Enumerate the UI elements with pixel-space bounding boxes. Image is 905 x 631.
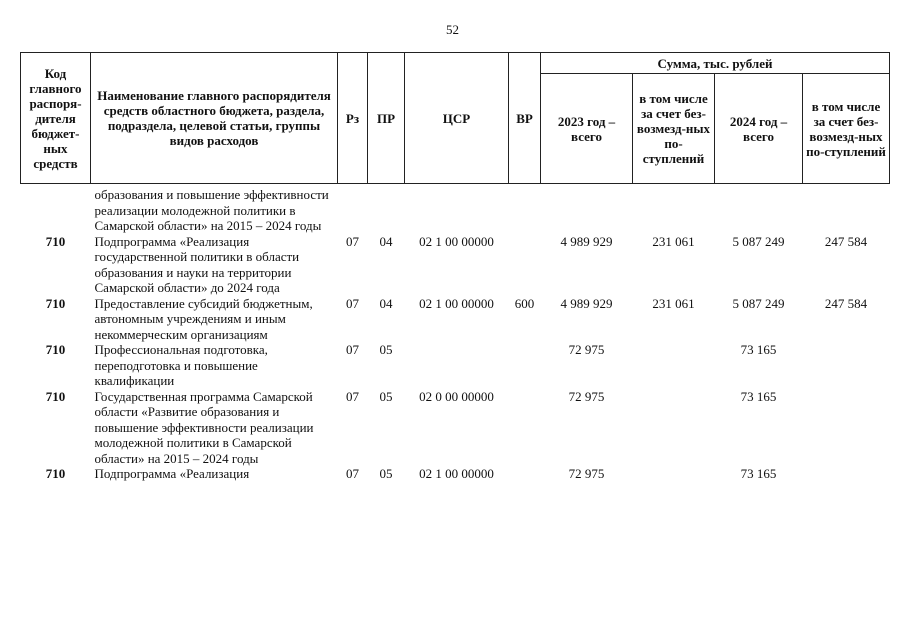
table-row — [21, 296, 890, 343]
row-total-2023: 4 989 929 — [560, 295, 613, 311]
row-free-2023: 231 061 — [652, 295, 695, 311]
row-csr: 02 1 00 00000 — [419, 466, 494, 481]
row-csr — [405, 342, 509, 389]
row-vr — [509, 342, 541, 389]
row-vr — [509, 389, 541, 467]
row-name: Подпрограмма «Реализация государственной политики в области образования и науки на территории Самарской области» до 2024 года — [94, 233, 300, 295]
row-csr: 02 1 00 00000 — [419, 233, 494, 249]
row-pr — [368, 184, 405, 234]
row-vr — [509, 466, 541, 482]
header-vr: ВР — [509, 53, 541, 184]
table-row — [21, 184, 890, 234]
row-name: Предоставление субсидий бюджетным, автономным учреждениям и иным некоммерческим организациям — [94, 295, 313, 342]
row-code: 710 — [45, 342, 66, 357]
page-number: 52 — [446, 22, 459, 37]
row-rz: 07 — [346, 388, 359, 404]
row-total-2024: 73 165 — [740, 342, 777, 357]
row-name: Подпрограмма «Реализация — [94, 466, 250, 481]
row-code — [21, 184, 91, 234]
row-code: 710 — [45, 466, 66, 481]
row-total-2024: 5 087 249 — [732, 233, 785, 249]
row-free-2024: 247 584 — [824, 233, 868, 249]
table-row — [21, 342, 890, 389]
budget-table — [20, 52, 890, 482]
row-pr: 05 — [379, 466, 393, 481]
row-free-2024: 247 584 — [824, 295, 868, 311]
table-row — [21, 466, 890, 482]
row-free-2023 — [633, 184, 715, 234]
row-total-2023: 72 975 — [568, 342, 605, 357]
row-total-2023: 4 989 929 — [560, 233, 613, 249]
row-free-2023 — [633, 342, 715, 389]
header-name: Наименование главного распорядителя средств областного бюджета, раздела, подраздела, целевой статьи, группы видов расходов — [91, 53, 338, 184]
row-vr — [509, 184, 541, 234]
row-total-2023 — [541, 184, 633, 234]
row-total-2023: 72 975 — [568, 466, 605, 481]
row-code: 710 — [45, 295, 66, 311]
row-csr: 02 0 00 00000 — [419, 388, 494, 404]
row-code: 710 — [45, 233, 66, 249]
table-body — [21, 184, 890, 482]
row-total-2024: 5 087 249 — [732, 295, 785, 311]
row-name: образования и повышение эффективности реализации молодежной политики в Самарской области» на 2015 – 2024 годы — [94, 187, 329, 233]
row-free-2024 — [803, 184, 890, 234]
header-sum-group: Сумма, тыс. рублей — [541, 53, 890, 74]
header-total-2024: 2024 год – всего — [715, 74, 803, 184]
row-total-2024: 73 165 — [740, 388, 777, 404]
header-free-2023: в том числе за счет без-возмезд-ных по-ступлений — [633, 74, 715, 184]
row-total-2024 — [715, 184, 803, 234]
row-rz: 07 — [346, 233, 359, 249]
header-total-2023: 2023 год – всего — [541, 74, 633, 184]
row-rz: 07 — [346, 295, 359, 311]
header-pr: ПР — [368, 53, 405, 184]
table-row — [21, 234, 890, 296]
row-pr: 04 — [379, 233, 393, 249]
row-code: 710 — [45, 388, 66, 404]
row-free-2024 — [803, 466, 890, 482]
header-code: Код главного распоря-дителя бюджет-ных средств — [21, 53, 91, 184]
table-header — [21, 53, 890, 184]
row-vr: 600 — [514, 295, 535, 311]
row-total-2024: 73 165 — [740, 466, 777, 481]
row-free-2023: 231 061 — [652, 233, 695, 249]
row-free-2024 — [803, 389, 890, 467]
row-name: Профессиональная подготовка, переподготовка и повышение квалификации — [94, 342, 268, 388]
header-rz: Рз — [338, 53, 368, 184]
row-rz: 07 — [346, 466, 359, 481]
table-row — [21, 389, 890, 467]
row-rz: 07 — [346, 342, 359, 357]
row-free-2024 — [803, 342, 890, 389]
row-vr — [509, 234, 541, 296]
row-csr — [405, 184, 509, 234]
row-pr: 05 — [379, 388, 393, 404]
row-csr: 02 1 00 00000 — [419, 295, 494, 311]
header-csr: ЦСР — [405, 53, 509, 184]
row-free-2023 — [633, 466, 715, 482]
row-rz — [338, 184, 368, 234]
row-pr: 04 — [379, 295, 393, 311]
header-free-2024: в том числе за счет без-возмезд-ных по-ступлений — [803, 74, 890, 184]
row-name: Государственная программа Самарской области «Развитие образования и повышение эффективности реализации молодежной политики в Самарской области» на 2015 – 2024 годы — [94, 388, 314, 466]
row-free-2023 — [633, 389, 715, 467]
row-total-2023: 72 975 — [568, 388, 605, 404]
row-pr: 05 — [379, 342, 393, 357]
